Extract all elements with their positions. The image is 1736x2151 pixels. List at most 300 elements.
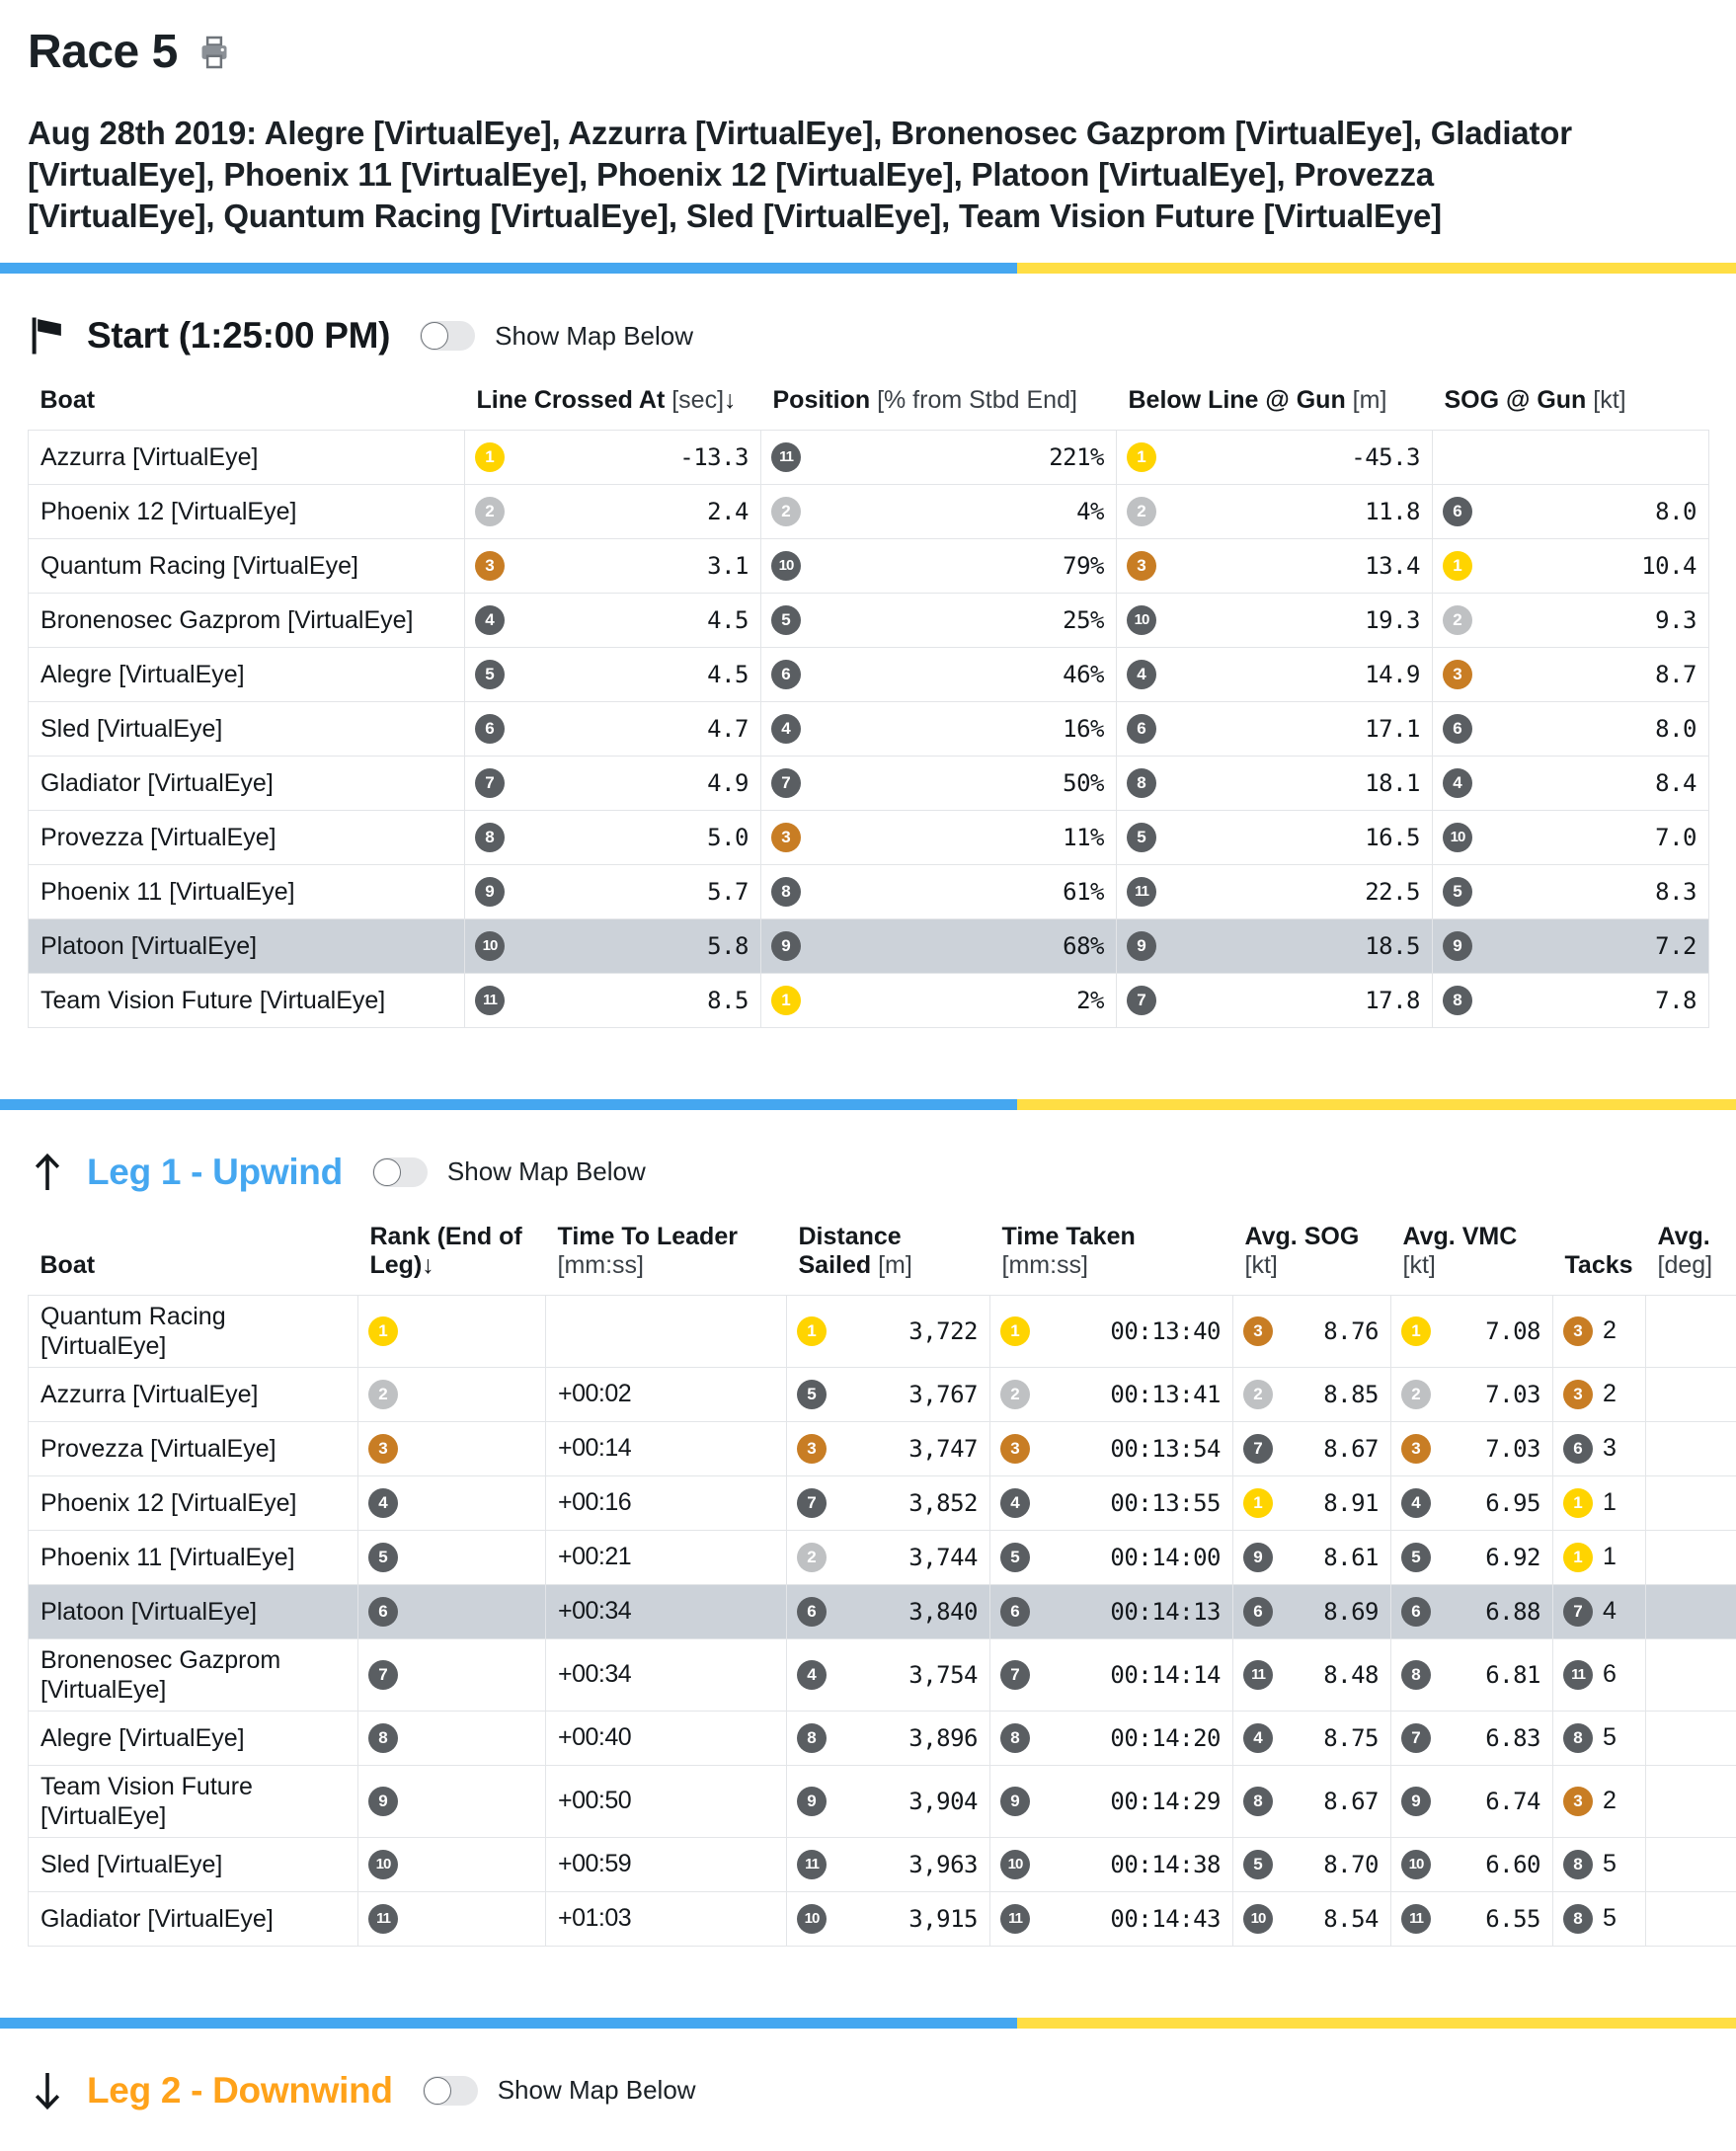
avg-sog-rank-badge: 8 xyxy=(1243,1787,1273,1816)
sog-at-gun-value: 8.3 xyxy=(1655,878,1697,906)
avg-vmc-value: 6.92 xyxy=(1485,1544,1540,1571)
tacks-cell xyxy=(1553,1711,1646,1765)
time-to-leader-value: +00:02 xyxy=(558,1380,631,1408)
tacks-rank-badge: 8 xyxy=(1563,1904,1593,1934)
avg-vmc-cell xyxy=(1391,1638,1553,1711)
position-cell xyxy=(761,701,1117,756)
distance-sailed-cell xyxy=(787,1638,990,1711)
tacks-rank-badge: 11 xyxy=(1563,1660,1593,1690)
sog-at-gun-cell xyxy=(1433,484,1709,538)
line-crossed-at-rank-badge: 10 xyxy=(475,931,505,961)
col-avgsog-unit: [kt] xyxy=(1245,1251,1278,1279)
avg-vmc-value: 6.88 xyxy=(1485,1598,1540,1626)
sog-at-gun-cell xyxy=(1433,430,1709,484)
avg-deg-cell xyxy=(1646,1584,1736,1638)
boat-name-cell: Sled [VirtualEye] xyxy=(29,1837,358,1891)
boat-name-cell: Phoenix 11 [VirtualEye] xyxy=(29,1530,358,1584)
line-crossed-at-value: 2.4 xyxy=(707,498,749,525)
tacks-value: 1 xyxy=(1603,1543,1616,1571)
tacks-rank-badge: 3 xyxy=(1563,1380,1593,1409)
position-rank-badge: 4 xyxy=(771,714,801,744)
avg-vmc-value: 6.95 xyxy=(1485,1489,1540,1517)
time-taken-cell xyxy=(990,1421,1233,1475)
avg-vmc-cell xyxy=(1391,1530,1553,1584)
distance-sailed-value: 3,904 xyxy=(908,1788,978,1815)
below-line-at-gun-cell xyxy=(1117,756,1433,810)
avg-sog-value: 8.85 xyxy=(1323,1381,1379,1408)
table-row[interactable] xyxy=(29,918,1709,973)
avg-deg-cell xyxy=(1646,1421,1736,1475)
distance-sailed-cell xyxy=(787,1584,990,1638)
distance-sailed-value: 3,744 xyxy=(908,1544,978,1571)
avg-sog-cell xyxy=(1233,1475,1391,1530)
tacks-value: 2 xyxy=(1603,1316,1616,1345)
rank-end-of-leg-badge: 9 xyxy=(368,1787,398,1816)
below-line-at-gun-value: 18.5 xyxy=(1365,932,1420,960)
arrow-up-icon xyxy=(28,1153,67,1192)
leg2-show-map-toggle[interactable] xyxy=(423,2076,478,2106)
table-row[interactable] xyxy=(29,1421,1736,1475)
sog-at-gun-rank-badge: 2 xyxy=(1443,605,1472,635)
boat-name-cell: Phoenix 11 [VirtualEye] xyxy=(29,864,465,918)
sog-at-gun-rank-badge: 10 xyxy=(1443,823,1472,852)
below-line-at-gun-value: 14.9 xyxy=(1365,661,1420,688)
leg1-show-map-label: Show Map Below xyxy=(447,1156,646,1187)
col-boat[interactable] xyxy=(29,386,465,430)
below-line-at-gun-cell xyxy=(1117,593,1433,647)
col-sog-at-gun[interactable] xyxy=(1433,386,1709,430)
table-row[interactable] xyxy=(29,1837,1736,1891)
divider-yellow-segment xyxy=(1017,2018,1736,2029)
avg-vmc-value: 7.08 xyxy=(1485,1317,1540,1345)
time-taken-value: 00:14:29 xyxy=(1110,1788,1221,1815)
sog-at-gun-rank-badge: 9 xyxy=(1443,931,1472,961)
sog-at-gun-rank-badge: 6 xyxy=(1443,714,1472,744)
line-crossed-at-cell xyxy=(465,973,761,1027)
table-row[interactable] xyxy=(29,1475,1736,1530)
avg-sog-rank-badge: 9 xyxy=(1243,1543,1273,1572)
position-value: 16% xyxy=(1063,715,1104,743)
table-row[interactable] xyxy=(29,1367,1736,1421)
line-crossed-at-value: 5.0 xyxy=(707,824,749,851)
line-crossed-at-value: 4.5 xyxy=(707,661,749,688)
table-row[interactable] xyxy=(29,973,1709,1027)
table-row[interactable] xyxy=(29,1530,1736,1584)
col-avg-vmc[interactable] xyxy=(1391,1223,1553,1296)
col-time-taken[interactable] xyxy=(990,1223,1233,1296)
col-avgsog-label: Avg. SOG xyxy=(1245,1223,1360,1250)
line-crossed-at-value: 4.5 xyxy=(707,606,749,634)
avg-sog-rank-badge: 2 xyxy=(1243,1380,1273,1409)
distance-sailed-rank-badge: 5 xyxy=(797,1380,827,1409)
table-row[interactable] xyxy=(29,593,1709,647)
tacks-value: 1 xyxy=(1603,1488,1616,1517)
below-line-at-gun-cell xyxy=(1117,973,1433,1027)
distance-sailed-value: 3,754 xyxy=(908,1661,978,1689)
time-taken-rank-badge: 11 xyxy=(1000,1904,1030,1934)
time-to-leader-value: +00:34 xyxy=(558,1597,631,1626)
leg1-show-map-toggle[interactable] xyxy=(372,1157,428,1187)
avg-sog-rank-badge: 7 xyxy=(1243,1434,1273,1464)
boat-name-cell: Quantum Racing [VirtualEye] xyxy=(29,1295,358,1367)
time-to-leader-cell xyxy=(546,1295,787,1367)
avg-sog-value: 8.75 xyxy=(1323,1724,1379,1752)
page-title: Race 5 xyxy=(28,28,178,77)
time-taken-rank-badge: 7 xyxy=(1000,1660,1030,1690)
below-line-at-gun-rank-badge: 8 xyxy=(1127,768,1156,798)
below-line-at-gun-cell xyxy=(1117,810,1433,864)
position-rank-badge: 2 xyxy=(771,497,801,526)
avg-vmc-cell xyxy=(1391,1295,1553,1367)
boat-name-cell: Bronenosec Gazprom [VirtualEye] xyxy=(29,593,465,647)
below-line-at-gun-rank-badge: 4 xyxy=(1127,660,1156,689)
col-dist-label: Distance Sailed xyxy=(799,1223,902,1280)
table-row[interactable] xyxy=(29,430,1709,484)
tacks-value: 6 xyxy=(1603,1660,1616,1689)
table-row[interactable] xyxy=(29,647,1709,701)
col-distance-sailed[interactable] xyxy=(787,1223,990,1296)
below-line-at-gun-cell xyxy=(1117,701,1433,756)
line-crossed-at-value: 3.1 xyxy=(707,552,749,580)
avg-deg-cell xyxy=(1646,1765,1736,1837)
col-time-to-leader[interactable] xyxy=(546,1223,787,1296)
avg-deg-cell xyxy=(1646,1891,1736,1946)
position-cell xyxy=(761,647,1117,701)
distance-sailed-cell xyxy=(787,1367,990,1421)
rank-end-of-leg-badge: 3 xyxy=(368,1434,398,1464)
position-rank-badge: 10 xyxy=(771,551,801,581)
line-crossed-at-cell xyxy=(465,810,761,864)
col-sog-unit: [kt] xyxy=(1593,386,1625,414)
rank-end-of-leg-cell xyxy=(358,1584,546,1638)
distance-sailed-value: 3,722 xyxy=(908,1317,978,1345)
tacks-rank-badge: 1 xyxy=(1563,1488,1593,1518)
boat-name-cell: Alegre [VirtualEye] xyxy=(29,647,465,701)
position-rank-badge: 8 xyxy=(771,877,801,907)
avg-sog-rank-badge: 4 xyxy=(1243,1723,1273,1753)
sog-at-gun-cell xyxy=(1433,918,1709,973)
col-avg-deg[interactable] xyxy=(1646,1223,1736,1296)
boat-name-cell: Team Vision Future [VirtualEye] xyxy=(29,973,465,1027)
avg-sog-cell xyxy=(1233,1367,1391,1421)
distance-sailed-value: 3,840 xyxy=(908,1598,978,1626)
start-show-map-label: Show Map Below xyxy=(495,321,693,352)
table-row[interactable] xyxy=(29,701,1709,756)
sog-at-gun-value: 7.2 xyxy=(1655,932,1697,960)
section-divider-3 xyxy=(0,2018,1736,2029)
time-taken-value: 00:13:41 xyxy=(1110,1381,1221,1408)
race-subtitle xyxy=(0,77,1736,237)
avg-vmc-value: 6.60 xyxy=(1485,1851,1540,1878)
position-value: 68% xyxy=(1063,932,1104,960)
distance-sailed-value: 3,963 xyxy=(908,1851,978,1878)
avg-sog-rank-badge: 1 xyxy=(1243,1488,1273,1518)
time-taken-cell xyxy=(990,1837,1233,1891)
time-taken-rank-badge: 6 xyxy=(1000,1597,1030,1627)
time-to-leader-cell xyxy=(546,1421,787,1475)
boat-name-cell: Azzurra [VirtualEye] xyxy=(29,430,465,484)
subtitle-line-3: [VirtualEye], Quantum Racing [VirtualEye], Sled [VirtualEye], Team Vision Future [VirtualEye] xyxy=(28,196,1736,237)
line-crossed-at-value: -13.3 xyxy=(679,443,749,471)
avg-vmc-rank-badge: 6 xyxy=(1401,1597,1431,1627)
below-line-at-gun-value: 16.5 xyxy=(1365,824,1420,851)
avg-sog-value: 8.67 xyxy=(1323,1788,1379,1815)
position-rank-badge: 7 xyxy=(771,768,801,798)
boat-name-cell: Platoon [VirtualEye] xyxy=(29,918,465,973)
sog-at-gun-cell xyxy=(1433,973,1709,1027)
table-row[interactable] xyxy=(29,756,1709,810)
tacks-rank-badge: 3 xyxy=(1563,1787,1593,1816)
time-to-leader-value: +00:21 xyxy=(558,1543,631,1571)
position-cell xyxy=(761,810,1117,864)
below-line-at-gun-rank-badge: 1 xyxy=(1127,442,1156,472)
rank-end-of-leg-badge: 6 xyxy=(368,1597,398,1627)
rank-end-of-leg-cell xyxy=(358,1530,546,1584)
position-value: 46% xyxy=(1063,661,1104,688)
col-below-line-at-gun[interactable] xyxy=(1117,386,1433,430)
below-line-at-gun-value: 22.5 xyxy=(1365,878,1420,906)
col-rank-label: Rank (End of Leg) xyxy=(370,1223,522,1280)
time-to-leader-cell xyxy=(546,1530,787,1584)
flag-icon xyxy=(28,316,67,356)
line-crossed-at-cell xyxy=(465,756,761,810)
below-line-at-gun-cell xyxy=(1117,864,1433,918)
print-icon[interactable] xyxy=(199,36,229,69)
time-to-leader-value: +00:40 xyxy=(558,1723,631,1752)
col-position[interactable] xyxy=(761,386,1117,430)
avg-sog-cell xyxy=(1233,1837,1391,1891)
distance-sailed-rank-badge: 1 xyxy=(797,1316,827,1346)
avg-deg-cell xyxy=(1646,1295,1736,1367)
toggle-knob xyxy=(373,1158,401,1186)
distance-sailed-cell xyxy=(787,1837,990,1891)
time-to-leader-value: +00:14 xyxy=(558,1434,631,1463)
boat-name-cell: Phoenix 12 [VirtualEye] xyxy=(29,484,465,538)
avg-deg-cell xyxy=(1646,1367,1736,1421)
table-row[interactable] xyxy=(29,538,1709,593)
sog-at-gun-value: 7.0 xyxy=(1655,824,1697,851)
rank-end-of-leg-badge: 10 xyxy=(368,1850,398,1879)
time-to-leader-value: +00:34 xyxy=(558,1660,631,1689)
table-row[interactable] xyxy=(29,864,1709,918)
time-taken-rank-badge: 5 xyxy=(1000,1543,1030,1572)
subtitle-line-1: Aug 28th 2019: Alegre [VirtualEye], Azzurra [VirtualEye], Bronenosec Gazprom [VirtualEye], Gladiator xyxy=(28,113,1736,154)
start-table xyxy=(28,386,1709,1028)
table-row[interactable] xyxy=(29,1638,1736,1711)
start-table-head xyxy=(29,386,1709,430)
boat-name-cell: Phoenix 12 [VirtualEye] xyxy=(29,1475,358,1530)
below-line-at-gun-value: 13.4 xyxy=(1365,552,1420,580)
position-value: 2% xyxy=(1076,987,1104,1014)
sog-at-gun-rank-badge: 6 xyxy=(1443,497,1472,526)
avg-sog-cell xyxy=(1233,1421,1391,1475)
table-row[interactable] xyxy=(29,1584,1736,1638)
time-to-leader-cell xyxy=(546,1638,787,1711)
avg-sog-rank-badge: 6 xyxy=(1243,1597,1273,1627)
leg2-show-map-label: Show Map Below xyxy=(498,2075,696,2106)
distance-sailed-cell xyxy=(787,1765,990,1837)
avg-vmc-cell xyxy=(1391,1475,1553,1530)
divider-yellow-segment xyxy=(1017,263,1736,274)
distance-sailed-cell xyxy=(787,1421,990,1475)
time-taken-cell xyxy=(990,1530,1233,1584)
below-line-at-gun-cell xyxy=(1117,538,1433,593)
avg-vmc-cell xyxy=(1391,1711,1553,1765)
distance-sailed-rank-badge: 8 xyxy=(797,1723,827,1753)
below-line-at-gun-rank-badge: 11 xyxy=(1127,877,1156,907)
sog-at-gun-rank-badge: 3 xyxy=(1443,660,1472,689)
line-crossed-at-value: 4.7 xyxy=(707,715,749,743)
tacks-cell xyxy=(1553,1421,1646,1475)
avg-sog-cell xyxy=(1233,1584,1391,1638)
line-crossed-at-cell xyxy=(465,430,761,484)
position-cell xyxy=(761,484,1117,538)
sog-at-gun-rank-badge: 4 xyxy=(1443,768,1472,798)
avg-sog-value: 8.70 xyxy=(1323,1851,1379,1878)
tacks-rank-badge: 3 xyxy=(1563,1316,1593,1346)
table-row[interactable] xyxy=(29,1765,1736,1837)
tacks-rank-badge: 8 xyxy=(1563,1850,1593,1879)
avg-sog-rank-badge: 11 xyxy=(1243,1660,1273,1690)
table-row[interactable] xyxy=(29,484,1709,538)
rank-end-of-leg-cell xyxy=(358,1765,546,1837)
rank-end-of-leg-badge: 1 xyxy=(368,1316,398,1346)
position-cell xyxy=(761,430,1117,484)
distance-sailed-cell xyxy=(787,1711,990,1765)
rank-end-of-leg-cell xyxy=(358,1295,546,1367)
col-tacks[interactable] xyxy=(1553,1223,1646,1296)
line-crossed-at-rank-badge: 6 xyxy=(475,714,505,744)
tacks-cell xyxy=(1553,1367,1646,1421)
line-crossed-at-value: 5.8 xyxy=(707,932,749,960)
line-crossed-at-rank-badge: 3 xyxy=(475,551,505,581)
line-crossed-at-value: 5.7 xyxy=(707,878,749,906)
below-line-at-gun-rank-badge: 6 xyxy=(1127,714,1156,744)
time-taken-cell xyxy=(990,1584,1233,1638)
boat-name-cell: Alegre [VirtualEye] xyxy=(29,1711,358,1765)
time-taken-value: 00:14:14 xyxy=(1110,1661,1221,1689)
table-row[interactable] xyxy=(29,1711,1736,1765)
avg-vmc-rank-badge: 7 xyxy=(1401,1723,1431,1753)
table-row[interactable] xyxy=(29,810,1709,864)
tacks-rank-badge: 7 xyxy=(1563,1597,1593,1627)
boat-name-cell: Quantum Racing [VirtualEye] xyxy=(29,538,465,593)
line-crossed-at-cell xyxy=(465,864,761,918)
tacks-value: 5 xyxy=(1603,1850,1616,1878)
col-line-crossed-at-unit: [sec] xyxy=(671,386,724,414)
divider-blue-segment xyxy=(0,2018,1017,2029)
position-value: 25% xyxy=(1063,606,1104,634)
line-crossed-at-rank-badge: 9 xyxy=(475,877,505,907)
avg-sog-cell xyxy=(1233,1295,1391,1367)
col-boat[interactable] xyxy=(29,1223,358,1296)
boat-name-cell: Provezza [VirtualEye] xyxy=(29,810,465,864)
avg-sog-cell xyxy=(1233,1765,1391,1837)
leg1-table-body xyxy=(29,1295,1736,1946)
tacks-value: 3 xyxy=(1603,1434,1616,1463)
avg-sog-rank-badge: 10 xyxy=(1243,1904,1273,1934)
avg-sog-value: 8.48 xyxy=(1323,1661,1379,1689)
leg2-section-title: Leg 2 - Downwind xyxy=(87,2070,393,2111)
position-rank-badge: 6 xyxy=(771,660,801,689)
col-boat-label: Boat xyxy=(40,386,96,414)
rank-end-of-leg-cell xyxy=(358,1837,546,1891)
tacks-cell xyxy=(1553,1475,1646,1530)
time-to-leader-cell xyxy=(546,1475,787,1530)
line-crossed-at-value: 8.5 xyxy=(707,987,749,1014)
distance-sailed-value: 3,896 xyxy=(908,1724,978,1752)
start-show-map-toggle[interactable] xyxy=(420,321,475,351)
sog-at-gun-value: 10.4 xyxy=(1641,552,1697,580)
sog-at-gun-cell xyxy=(1433,647,1709,701)
distance-sailed-rank-badge: 2 xyxy=(797,1543,827,1572)
leg1-header-row xyxy=(29,1223,1736,1296)
avg-vmc-rank-badge: 4 xyxy=(1401,1488,1431,1518)
time-to-leader-cell xyxy=(546,1711,787,1765)
below-line-at-gun-value: 18.1 xyxy=(1365,769,1420,797)
avg-deg-cell xyxy=(1646,1475,1736,1530)
rank-end-of-leg-badge: 8 xyxy=(368,1723,398,1753)
distance-sailed-rank-badge: 6 xyxy=(797,1597,827,1627)
start-section-header xyxy=(0,274,1736,357)
avg-vmc-cell xyxy=(1391,1367,1553,1421)
col-tt-label: Time Taken xyxy=(1002,1223,1136,1250)
distance-sailed-cell xyxy=(787,1475,990,1530)
tacks-value: 5 xyxy=(1603,1723,1616,1752)
col-ttl-label: Time To Leader xyxy=(558,1223,738,1250)
table-row[interactable] xyxy=(29,1891,1736,1946)
tacks-rank-badge: 1 xyxy=(1563,1543,1593,1572)
below-line-at-gun-cell xyxy=(1117,647,1433,701)
line-crossed-at-cell xyxy=(465,701,761,756)
avg-vmc-cell xyxy=(1391,1837,1553,1891)
below-line-at-gun-rank-badge: 2 xyxy=(1127,497,1156,526)
col-line-crossed-at[interactable] xyxy=(465,386,761,430)
line-crossed-at-cell xyxy=(465,484,761,538)
position-value: 4% xyxy=(1076,498,1104,525)
tacks-cell xyxy=(1553,1638,1646,1711)
time-taken-cell xyxy=(990,1891,1233,1946)
table-row[interactable] xyxy=(29,1295,1736,1367)
distance-sailed-cell xyxy=(787,1530,990,1584)
rank-end-of-leg-badge: 7 xyxy=(368,1660,398,1690)
avg-vmc-cell xyxy=(1391,1421,1553,1475)
avg-deg-cell xyxy=(1646,1530,1736,1584)
position-cell xyxy=(761,864,1117,918)
line-crossed-at-rank-badge: 8 xyxy=(475,823,505,852)
time-taken-cell xyxy=(990,1367,1233,1421)
col-boat-label: Boat xyxy=(40,1251,96,1279)
avg-sog-cell xyxy=(1233,1638,1391,1711)
tacks-value: 2 xyxy=(1603,1380,1616,1408)
start-section-title: Start (1:25:00 PM) xyxy=(87,315,390,357)
col-avg-sog[interactable] xyxy=(1233,1223,1391,1296)
sog-at-gun-cell xyxy=(1433,756,1709,810)
boat-name-cell: Team Vision Future [VirtualEye] xyxy=(29,1765,358,1837)
rank-end-of-leg-badge: 5 xyxy=(368,1543,398,1572)
time-to-leader-cell xyxy=(546,1837,787,1891)
col-avgvmc-label: Avg. VMC xyxy=(1403,1223,1518,1250)
sort-desc-icon: ↓ xyxy=(724,386,737,414)
avg-vmc-rank-badge: 5 xyxy=(1401,1543,1431,1572)
distance-sailed-cell xyxy=(787,1891,990,1946)
time-taken-cell xyxy=(990,1295,1233,1367)
time-taken-rank-badge: 2 xyxy=(1000,1380,1030,1409)
line-crossed-at-rank-badge: 2 xyxy=(475,497,505,526)
leg1-section-title: Leg 1 - Upwind xyxy=(87,1152,343,1193)
col-rank-end-of-leg[interactable] xyxy=(358,1223,546,1296)
col-tt-unit: [mm:ss] xyxy=(1002,1251,1089,1279)
